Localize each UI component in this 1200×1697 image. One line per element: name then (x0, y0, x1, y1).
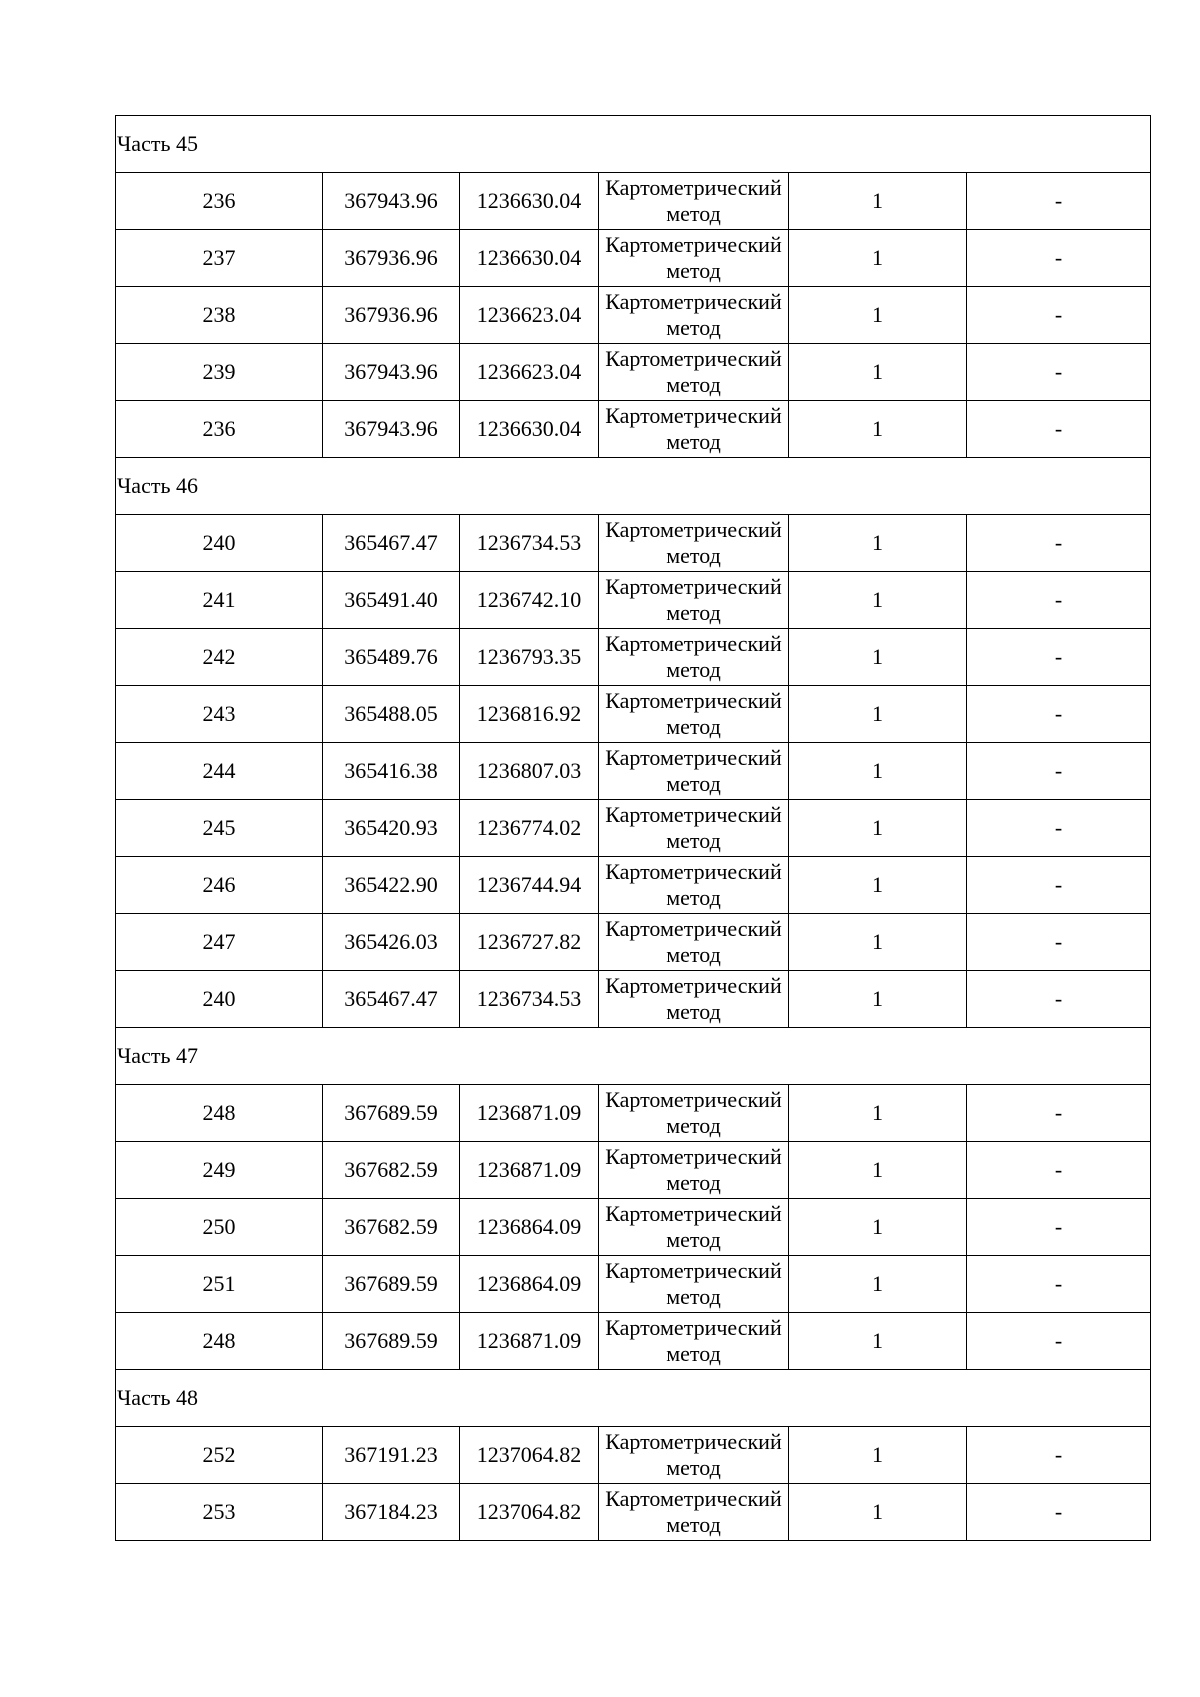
x-coordinate-cell: 367689.59 (323, 1085, 460, 1142)
method-cell: Картометрический метод (599, 914, 789, 971)
x-coordinate-cell: 365489.76 (323, 629, 460, 686)
point-number-cell: 241 (116, 572, 323, 629)
accuracy-cell: 1 (789, 1256, 967, 1313)
x-coordinate-cell: 367184.23 (323, 1484, 460, 1541)
point-number-cell: 247 (116, 914, 323, 971)
point-number-cell: 236 (116, 401, 323, 458)
method-cell: Картометрический метод (599, 344, 789, 401)
table-row (116, 914, 1151, 971)
method-cell: Картометрический метод (599, 1199, 789, 1256)
accuracy-cell: 1 (789, 1427, 967, 1484)
note-cell: - (967, 800, 1151, 857)
section-header-row (116, 1370, 1151, 1427)
method-cell: Картометрический метод (599, 1313, 789, 1370)
point-number-cell: 236 (116, 173, 323, 230)
method-cell: Картометрический метод (599, 1427, 789, 1484)
x-coordinate-cell: 365426.03 (323, 914, 460, 971)
y-coordinate-cell: 1236793.35 (460, 629, 599, 686)
section-header-row (116, 1028, 1151, 1085)
note-cell: - (967, 1484, 1151, 1541)
method-cell: Картометрический метод (599, 287, 789, 344)
table-row (116, 572, 1151, 629)
accuracy-cell: 1 (789, 800, 967, 857)
point-number-cell: 250 (116, 1199, 323, 1256)
x-coordinate-cell: 367682.59 (323, 1142, 460, 1199)
accuracy-cell: 1 (789, 686, 967, 743)
note-cell: - (967, 1427, 1151, 1484)
x-coordinate-cell: 365488.05 (323, 686, 460, 743)
section-title: Часть 46 (116, 458, 1151, 515)
method-cell: Картометрический метод (599, 1142, 789, 1199)
point-number-cell: 251 (116, 1256, 323, 1313)
y-coordinate-cell: 1236727.82 (460, 914, 599, 971)
accuracy-cell: 1 (789, 173, 967, 230)
point-number-cell: 244 (116, 743, 323, 800)
note-cell: - (967, 515, 1151, 572)
point-number-cell: 248 (116, 1313, 323, 1370)
point-number-cell: 239 (116, 344, 323, 401)
y-coordinate-cell: 1237064.82 (460, 1427, 599, 1484)
y-coordinate-cell: 1236816.92 (460, 686, 599, 743)
table-row (116, 629, 1151, 686)
note-cell: - (967, 344, 1151, 401)
x-coordinate-cell: 365491.40 (323, 572, 460, 629)
table-row (116, 1427, 1151, 1484)
y-coordinate-cell: 1236864.09 (460, 1256, 599, 1313)
accuracy-cell: 1 (789, 230, 967, 287)
point-number-cell: 252 (116, 1427, 323, 1484)
section-title: Часть 45 (116, 116, 1151, 173)
table-row (116, 344, 1151, 401)
table-body (116, 116, 1151, 1541)
x-coordinate-cell: 367943.96 (323, 401, 460, 458)
note-cell: - (967, 629, 1151, 686)
note-cell: - (967, 401, 1151, 458)
table-row (116, 1484, 1151, 1541)
x-coordinate-cell: 365420.93 (323, 800, 460, 857)
method-cell: Картометрический метод (599, 857, 789, 914)
method-cell: Картометрический метод (599, 1484, 789, 1541)
point-number-cell: 240 (116, 515, 323, 572)
table-row (116, 1199, 1151, 1256)
section-title: Часть 48 (116, 1370, 1151, 1427)
y-coordinate-cell: 1236774.02 (460, 800, 599, 857)
y-coordinate-cell: 1236742.10 (460, 572, 599, 629)
x-coordinate-cell: 365467.47 (323, 971, 460, 1028)
accuracy-cell: 1 (789, 1085, 967, 1142)
point-number-cell: 243 (116, 686, 323, 743)
accuracy-cell: 1 (789, 743, 967, 800)
point-number-cell: 240 (116, 971, 323, 1028)
point-number-cell: 253 (116, 1484, 323, 1541)
table-row (116, 1142, 1151, 1199)
accuracy-cell: 1 (789, 401, 967, 458)
table-row (116, 287, 1151, 344)
x-coordinate-cell: 367689.59 (323, 1256, 460, 1313)
note-cell: - (967, 173, 1151, 230)
table-row (116, 230, 1151, 287)
x-coordinate-cell: 365416.38 (323, 743, 460, 800)
x-coordinate-cell: 367689.59 (323, 1313, 460, 1370)
table-row (116, 401, 1151, 458)
note-cell: - (967, 1142, 1151, 1199)
method-cell: Картометрический метод (599, 743, 789, 800)
y-coordinate-cell: 1236807.03 (460, 743, 599, 800)
note-cell: - (967, 230, 1151, 287)
method-cell: Картометрический метод (599, 173, 789, 230)
note-cell: - (967, 1256, 1151, 1313)
table-row (116, 173, 1151, 230)
method-cell: Картометрический метод (599, 401, 789, 458)
y-coordinate-cell: 1236871.09 (460, 1085, 599, 1142)
point-number-cell: 242 (116, 629, 323, 686)
table-row (116, 515, 1151, 572)
y-coordinate-cell: 1236871.09 (460, 1142, 599, 1199)
table-row (116, 1256, 1151, 1313)
table-row (116, 857, 1151, 914)
accuracy-cell: 1 (789, 515, 967, 572)
method-cell: Картометрический метод (599, 515, 789, 572)
method-cell: Картометрический метод (599, 800, 789, 857)
method-cell: Картометрический метод (599, 629, 789, 686)
method-cell: Картометрический метод (599, 971, 789, 1028)
section-header-row (116, 116, 1151, 173)
accuracy-cell: 1 (789, 1484, 967, 1541)
x-coordinate-cell: 367936.96 (323, 287, 460, 344)
x-coordinate-cell: 365422.90 (323, 857, 460, 914)
y-coordinate-cell: 1236630.04 (460, 401, 599, 458)
x-coordinate-cell: 367943.96 (323, 344, 460, 401)
accuracy-cell: 1 (789, 971, 967, 1028)
y-coordinate-cell: 1236864.09 (460, 1199, 599, 1256)
accuracy-cell: 1 (789, 1313, 967, 1370)
accuracy-cell: 1 (789, 914, 967, 971)
y-coordinate-cell: 1236623.04 (460, 287, 599, 344)
accuracy-cell: 1 (789, 1199, 967, 1256)
point-number-cell: 238 (116, 287, 323, 344)
y-coordinate-cell: 1236734.53 (460, 971, 599, 1028)
coordinates-table (115, 115, 1151, 1541)
note-cell: - (967, 572, 1151, 629)
accuracy-cell: 1 (789, 857, 967, 914)
method-cell: Картометрический метод (599, 1256, 789, 1313)
accuracy-cell: 1 (789, 572, 967, 629)
x-coordinate-cell: 367191.23 (323, 1427, 460, 1484)
point-number-cell: 249 (116, 1142, 323, 1199)
table-row (116, 800, 1151, 857)
section-title: Часть 47 (116, 1028, 1151, 1085)
method-cell: Картометрический метод (599, 686, 789, 743)
section-header-row (116, 458, 1151, 515)
x-coordinate-cell: 367682.59 (323, 1199, 460, 1256)
x-coordinate-cell: 365467.47 (323, 515, 460, 572)
table-row (116, 1313, 1151, 1370)
accuracy-cell: 1 (789, 287, 967, 344)
accuracy-cell: 1 (789, 1142, 967, 1199)
table-row (116, 686, 1151, 743)
y-coordinate-cell: 1236623.04 (460, 344, 599, 401)
x-coordinate-cell: 367936.96 (323, 230, 460, 287)
accuracy-cell: 1 (789, 629, 967, 686)
table-row (116, 1085, 1151, 1142)
y-coordinate-cell: 1236871.09 (460, 1313, 599, 1370)
accuracy-cell: 1 (789, 344, 967, 401)
note-cell: - (967, 971, 1151, 1028)
y-coordinate-cell: 1236744.94 (460, 857, 599, 914)
note-cell: - (967, 287, 1151, 344)
note-cell: - (967, 1085, 1151, 1142)
table-row (116, 971, 1151, 1028)
note-cell: - (967, 1313, 1151, 1370)
y-coordinate-cell: 1236630.04 (460, 230, 599, 287)
note-cell: - (967, 857, 1151, 914)
point-number-cell: 248 (116, 1085, 323, 1142)
method-cell: Картометрический метод (599, 572, 789, 629)
point-number-cell: 245 (116, 800, 323, 857)
note-cell: - (967, 686, 1151, 743)
note-cell: - (967, 1199, 1151, 1256)
y-coordinate-cell: 1236734.53 (460, 515, 599, 572)
method-cell: Картометрический метод (599, 230, 789, 287)
table-row (116, 743, 1151, 800)
x-coordinate-cell: 367943.96 (323, 173, 460, 230)
note-cell: - (967, 914, 1151, 971)
point-number-cell: 237 (116, 230, 323, 287)
point-number-cell: 246 (116, 857, 323, 914)
note-cell: - (967, 743, 1151, 800)
y-coordinate-cell: 1237064.82 (460, 1484, 599, 1541)
method-cell: Картометрический метод (599, 1085, 789, 1142)
y-coordinate-cell: 1236630.04 (460, 173, 599, 230)
